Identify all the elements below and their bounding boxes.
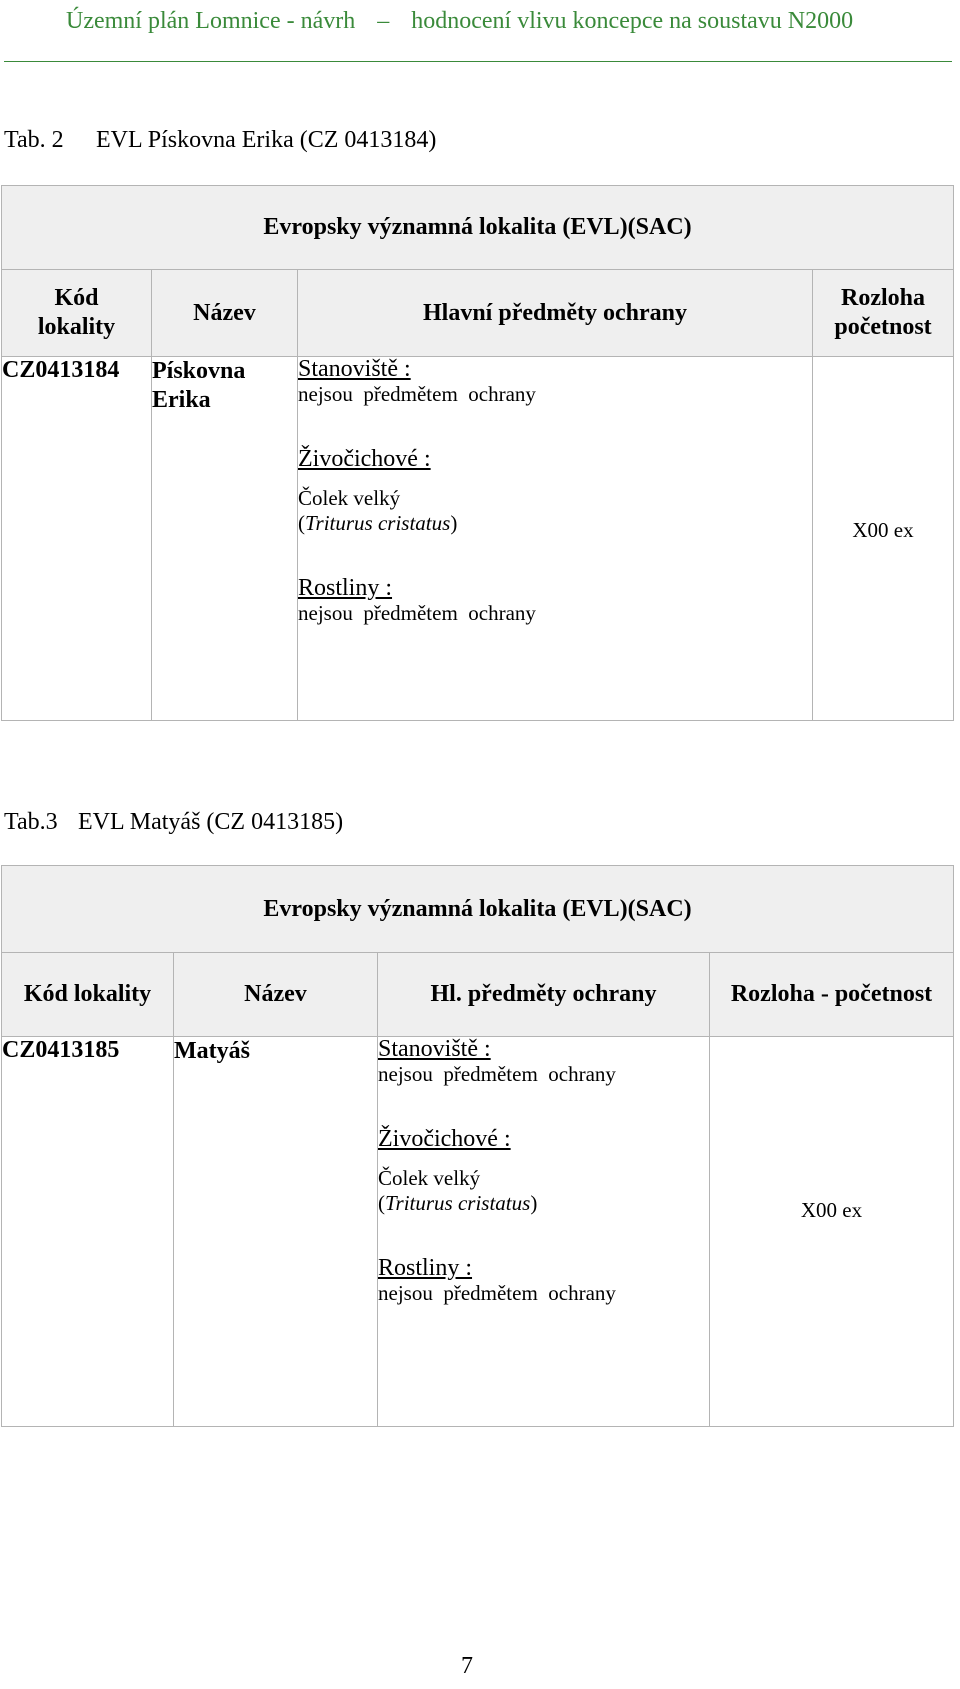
table-2-caption-title: EVL Pískovna Erika (CZ 0413184) [96, 127, 437, 153]
table-3-species-paren-open: ( [378, 1191, 385, 1215]
table-3-cell-count: X00 ex [710, 1037, 954, 1427]
table-3-plants-heading: Rostliny : [378, 1255, 473, 1281]
table-3-habitats-text: nejsou předmětem ochrany [378, 1062, 616, 1086]
header-text [66, 8, 853, 35]
header-document-title: Územní plán Lomnice - návrh [66, 8, 356, 34]
table-2-species-latin: Triturus cristatus [305, 511, 451, 535]
table-2-cell-name [152, 357, 298, 721]
table-2-plants-heading: Rostliny : [298, 575, 393, 601]
table-3-species-name: Čolek velký [378, 1166, 481, 1190]
table-3-cell-subjects [378, 1037, 710, 1427]
table-2-header-code-line1: Kód [54, 285, 99, 311]
table-3-caption-title: EVL Matyáš (CZ 0413185) [78, 809, 344, 835]
table-3-cell-name: Matyáš [174, 1037, 378, 1427]
table-3-header-code: Kód lokality [2, 953, 174, 1037]
table-2-cell-subjects [298, 357, 813, 721]
table-2-caption [4, 127, 436, 154]
table-2-header-count-line1: Rozloha [841, 285, 926, 311]
table-2-title: Evropsky významná lokalita (EVL)(SAC) [2, 186, 954, 270]
table-2-animals-heading: Živočichové : [298, 446, 431, 472]
table-3-header-name: Název [174, 953, 378, 1037]
table-2-header-count [813, 270, 954, 357]
header-dash: – [377, 8, 390, 34]
table-2-species-paren-close: ) [450, 511, 458, 535]
table-2 [1, 185, 954, 721]
table-2-species-latin-line [298, 511, 812, 536]
table-2-species-paren-open: ( [298, 511, 305, 535]
table-3-title: Evropsky významná lokalita (EVL)(SAC) [2, 866, 954, 953]
table-3-species-latin: Triturus cristatus [385, 1191, 531, 1215]
header-subtitle: hodnocení vlivu koncepce na soustavu N2000 [411, 8, 854, 34]
page-number: 7 [461, 1653, 473, 1679]
table-3-header-subjects: Hl. předměty ochrany [378, 953, 710, 1037]
table-2-header-count-line2: početnost [834, 314, 932, 340]
page-header [0, 0, 960, 66]
table-2-species-name: Čolek velký [298, 486, 401, 510]
table-3-species-latin-line [378, 1191, 709, 1216]
table-2-cell-count: X00 ex [813, 357, 954, 721]
table-2-plants-text: nejsou předmětem ochrany [298, 601, 536, 625]
table-2-habitats-text: nejsou předmětem ochrany [298, 382, 536, 406]
table-2-caption-number: Tab. 2 [4, 127, 64, 153]
table-3-species-paren-close: ) [530, 1191, 538, 1215]
table-2-header-subjects: Hlavní předměty ochrany [298, 270, 813, 357]
table-3-animals-heading: Živočichové : [378, 1126, 511, 1152]
table-3-caption [4, 809, 343, 836]
table-2-cell-name-line1: Pískovna [152, 358, 246, 384]
table-3-header-count: Rozloha - početnost [710, 953, 954, 1037]
table-3-plants-text: nejsou předmětem ochrany [378, 1281, 616, 1305]
table-2-cell-name-line2: Erika [152, 387, 211, 413]
table-2-cell-code: CZ0413184 [2, 357, 152, 721]
table-2-habitats-heading: Stanoviště : [298, 356, 411, 382]
table-2-header-name: Název [152, 270, 298, 357]
table-3-habitats-heading: Stanoviště : [378, 1036, 491, 1062]
header-rule [4, 61, 952, 62]
table-2-header-code-line2: lokality [37, 314, 116, 340]
table-2-header-code [2, 270, 152, 357]
table-3 [1, 865, 954, 1427]
table-3-caption-number: Tab.3 [4, 809, 58, 835]
table-3-cell-code: CZ0413185 [2, 1037, 174, 1427]
